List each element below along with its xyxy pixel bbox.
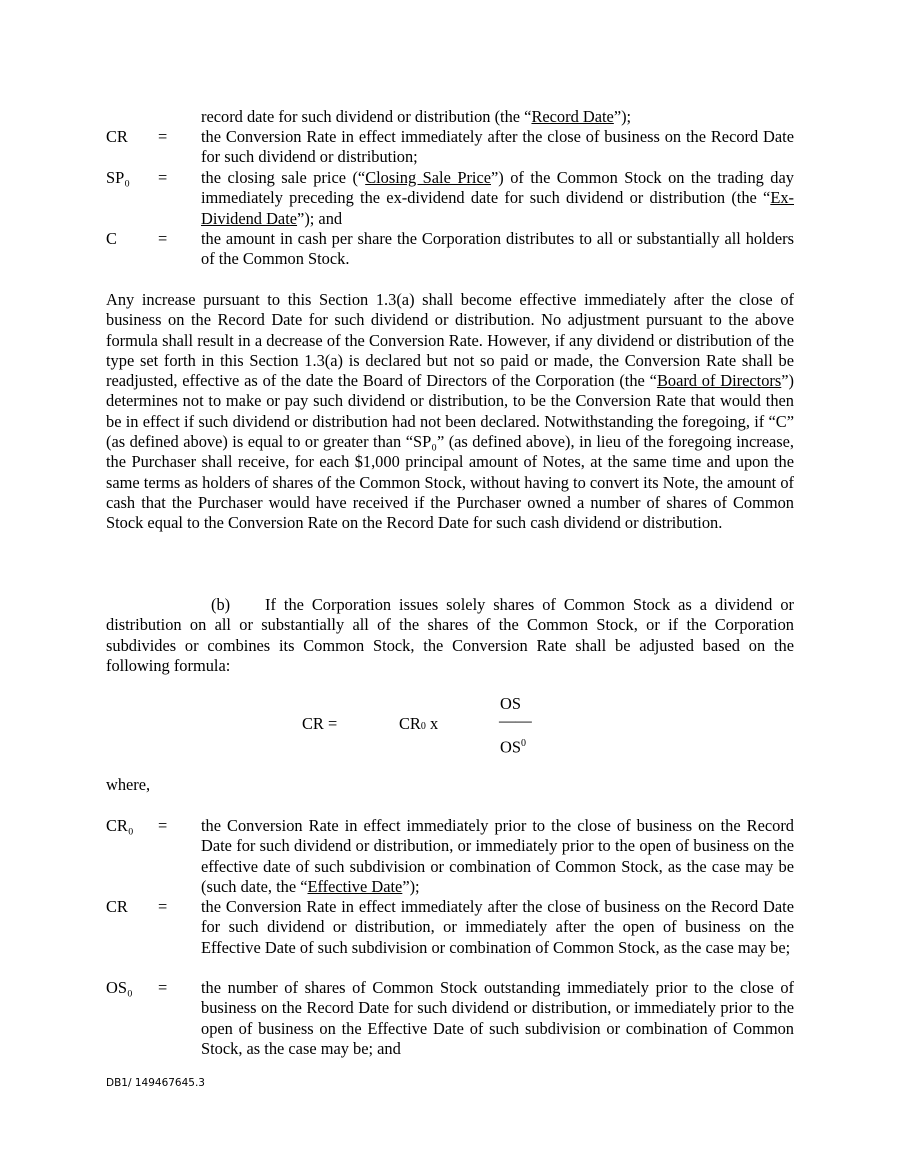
definition-symbol: OS₀: [106, 978, 133, 997]
board-of-directors-term: Board of Directors: [656, 371, 782, 391]
effective-date-term: Effective Date: [307, 876, 403, 896]
document-id-footer: DB1/ 149467645.3: [106, 1077, 205, 1089]
definition-text: the closing sale price (“Closing Sale Price”) of the Common Stock on the trading day immediately preceding the ex-dividend date for such dividend or distribution (the “Ex-Dividend Date”); and: [201, 168, 794, 228]
definition-text: the number of shares of Common Stock outstanding immediately prior to the close of business on the Record Date for such dividend or distribution, or immediately prior to the open of business on the Effective Date of such subdivision or combination of Common Stock, as the case may be; and: [201, 978, 794, 1058]
formula-lhs: CR =: [302, 714, 338, 733]
equals-sign: =: [158, 229, 168, 248]
definition-cr-adjusted: [106, 897, 794, 958]
record-date-term: Record Date: [531, 107, 614, 126]
paragraph-b-label: (b): [211, 595, 231, 614]
definition-text: the Conversion Rate in effect immediately prior to the close of business on the Record Date for such dividend or distribution, or immediately prior to the open of business on the effective date of such subdivision or combination of Common Stock, as the case may be (such date, the “Effective Date”);: [201, 816, 794, 896]
paragraph-b-text: If the Corporation issues solely shares of Common Stock as a dividend or distribution on all or substantially all of the shares of the Common Stock, or if the Corporation subdivides or combines its Common Stock, the Conversion Rate shall be adjusted based on the following formula:: [106, 595, 794, 675]
equals-sign: =: [158, 127, 168, 146]
definition-symbol: SP₀: [106, 168, 130, 187]
equals-sign: =: [158, 978, 168, 997]
definition-text: the Conversion Rate in effect immediately after the close of business on the Record Date for such dividend or distribution, or immediately after the open of business on the Effective Date of such subdivision or combination of Common Stock, as the case may be;: [201, 897, 794, 957]
definition-c: [106, 229, 794, 270]
formula-denominator: $OS^0$: [500, 737, 526, 757]
ex-dividend-date-term: Ex-Dividend Date: [201, 188, 794, 228]
definition-symbol: CR: [106, 127, 128, 146]
record-date-continuation: record date for such dividend or distribution (the “Record Date”);: [201, 107, 632, 126]
definition-sp0: [106, 168, 794, 229]
equals-sign: =: [158, 816, 168, 835]
definition-cr: [106, 127, 794, 168]
equals-sign: =: [158, 168, 168, 187]
definition-os0: [106, 978, 794, 1059]
closing-sale-price-term: Closing Sale Price: [365, 168, 492, 187]
definition-text: the amount in cash per share the Corporation distributes to all or substantially all holders of the Common Stock.: [201, 229, 794, 269]
paragraph-b: [106, 595, 794, 676]
definition-text: the Conversion Rate in effect immediately after the close of business on the Record Date for such dividend or distribution;: [201, 127, 794, 167]
formula-factor: CR0 x: [399, 714, 439, 733]
where-label: where,: [106, 775, 151, 794]
formula-fraction-bar: ——: [499, 711, 532, 730]
adjustment-paragraph: Any increase pursuant to this Section 1.3(a) shall become effective immediately after the close of business on the Record Date for such dividend or distribution. No adjustment pursuant to the above formula shall result in a decrease of the Conversion Rate. However, if any dividend or distribution of the type set forth in this Section 1.3(a) is declared but not so paid or made, the Conversion Rate shall be readjusted, effective as of the date the Board of Directors of the Corporation (the “Board of Directors”) determines not to make or pay such dividend or distribution, to be the Conversion Rate that would then be in effect if such dividend or distribution had not been declared. Notwithstanding the foregoing, if “C” (as defined above) is equal to or greater than “SP₀” (as defined above), in lieu of the foregoing increase, the Purchaser shall receive, for each $1,000 principal amount of Notes, at the same time and upon the same terms as holders of shares of the Common Stock, without having to convert its Note, the amount of cash that the Purchaser would have received if the Purchaser owned a number of shares of Common Stock equal to the Conversion Rate on the Record Date for such cash dividend or distribution.: [106, 290, 795, 533]
definition-cr0: [106, 816, 794, 897]
definition-symbol: CR: [106, 897, 128, 916]
definition-symbol: C: [106, 229, 117, 248]
formula-numerator: OS: [500, 694, 521, 713]
equals-sign: =: [158, 897, 168, 916]
definition-symbol: CR₀: [106, 816, 134, 835]
